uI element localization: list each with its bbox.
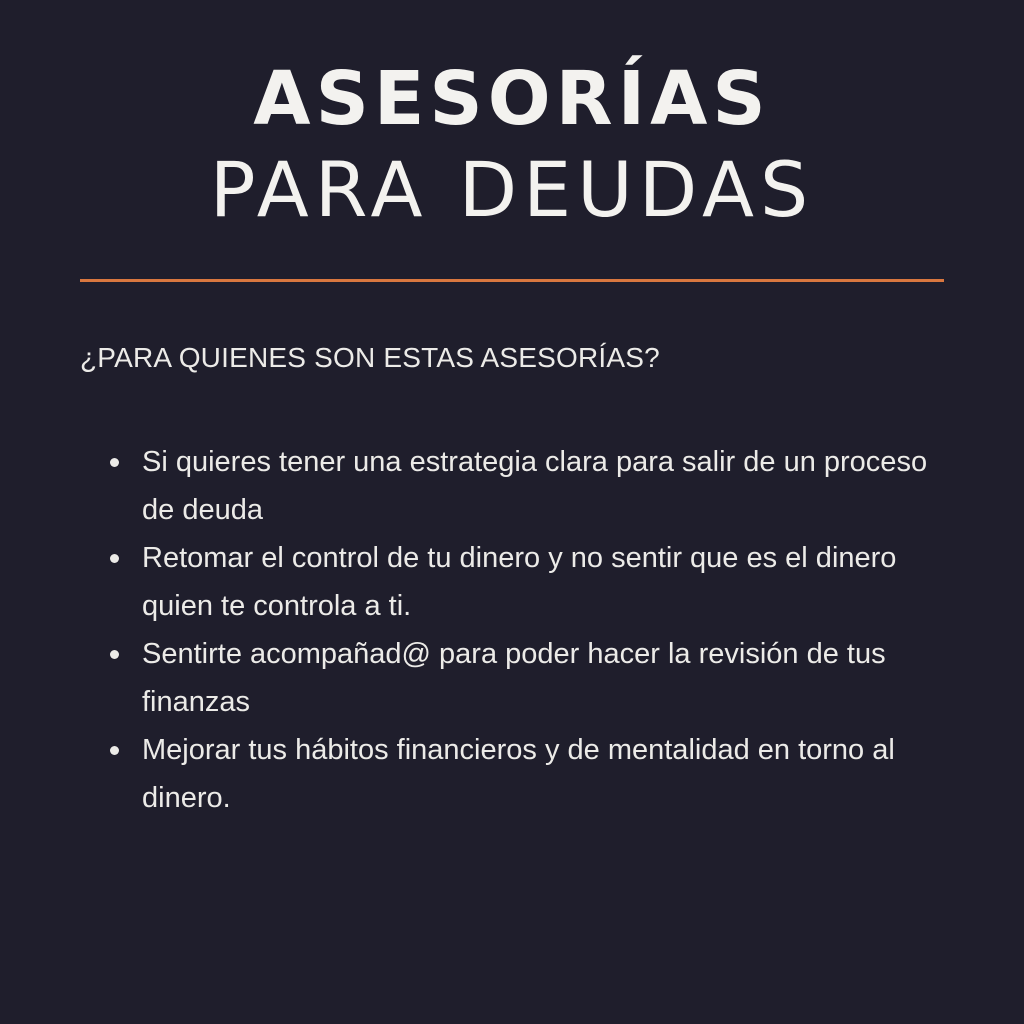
bullet-dot-icon	[110, 650, 119, 659]
list-item	[110, 726, 960, 822]
bullet-dot-icon	[110, 554, 119, 563]
list-item	[110, 438, 960, 534]
bullet-dot-icon	[110, 458, 119, 467]
title-line-2: PARA DEUDAS	[209, 145, 815, 234]
orange-divider	[80, 279, 944, 282]
list-item-text: Sentirte acompañad@ para poder hacer la revisión de tus finanzas	[142, 638, 886, 718]
title-line-1: ASESORÍAS	[253, 56, 771, 142]
section-question: ¿PARA QUIENES SON ESTAS ASESORÍAS?	[80, 342, 660, 373]
list-item-text: Retomar el control de tu dinero y no sentir que es el dinero quien te controla a ti.	[142, 542, 897, 622]
list-item-text: Si quieres tener una estrategia clara para salir de un proceso de deuda	[142, 446, 928, 526]
benefits-list	[110, 438, 960, 822]
list-item-text: Mejorar tus hábitos financieros y de mentalidad en torno al dinero.	[142, 734, 895, 814]
bullet-dot-icon	[110, 746, 119, 755]
list-item	[110, 630, 960, 726]
list-item	[110, 534, 960, 630]
